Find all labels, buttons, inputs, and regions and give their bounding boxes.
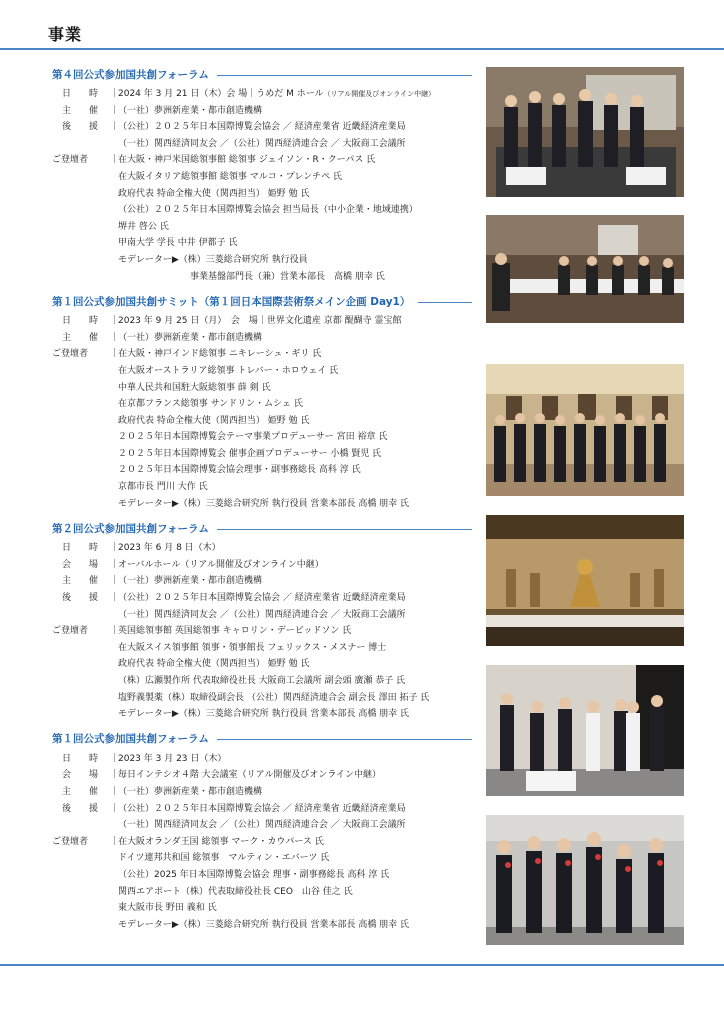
row-organizer: 主 催 ｜ （一社）夢洲新産業・都市創造機構	[52, 330, 472, 347]
speaker-line: 塩野義製薬（株）取締役副会長 （公社）関西経済連合会 副会長 澤田 拓子 氏	[118, 692, 430, 703]
row-support: 後 援 ｜ （公社）２０２５年日本国際博覧会協会 ／ 経済産業省 近畿経済産業局 （一社）関西経済同友会 ／（公社）関西経済連合会 ／ 大阪商工会議所	[52, 119, 472, 152]
section-header	[52, 293, 472, 309]
row-label: ご登壇者	[52, 349, 89, 360]
section-rule	[217, 75, 472, 76]
event-section	[52, 293, 472, 512]
row-organizer: 主 催 ｜ （一社）夢洲新産業・都市創造機構	[52, 784, 472, 801]
section-header	[52, 66, 472, 82]
row-line: （公社）２０２５年日本国際博覧会協会 ／ 経済産業省 近畿経済産業局	[118, 803, 406, 814]
row-speakers: ご登壇者 ｜ 英国総領事館 英国総領事 キャロリン・デービッドソン 氏 在大阪スイス領事館 領事・領事館長 フェリックス・メスナー 博士 政府代表 特命全権大使（関西担当） 姫野 勉 氏 （株）広瀬製作所 代表取締役社長 大阪商工会議所 副会頭 廣瀬 恭子 氏 塩野義製薬（株）取締役副会長 （公社）関西経済連合会 副会長 澤田 拓子 氏 モデレーター▶（株）三菱総合研究所 執行役員 営業本部長 高橋 朋幸 氏	[52, 623, 472, 723]
speaker-line: 東大阪市長 野田 義和 氏	[118, 903, 217, 914]
row-value: オーバルホール（リアル開催及びオンライン中継）	[118, 559, 324, 570]
section-rule	[217, 739, 472, 740]
section-rule	[418, 302, 472, 303]
row-label: 後 援	[62, 803, 99, 814]
row-label: 主 催	[62, 786, 99, 797]
row-value: 2023 年 9 月 25 日（月） 会 場｜世界文化遺産 京都 醍醐寺 霊宝館	[118, 316, 402, 327]
photo-summit-hall	[486, 515, 684, 646]
speaker-line: 甲南大学 学長 中井 伊都子 氏	[118, 238, 238, 249]
row-label: 後 援	[62, 593, 99, 604]
event-section	[52, 520, 472, 723]
speaker-line: 在大阪オーストラリア総領事 トレバー・ホロウェイ 氏	[118, 365, 339, 376]
photo-forum2-group	[486, 665, 684, 796]
photo-forum4-panel	[486, 215, 684, 323]
speaker-line: ドイツ連邦共和国 総領事 マルティン・エバーツ 氏	[118, 853, 330, 864]
speaker-line: 政府代表 特命全権大使（関西担当） 姫野 勉 氏	[118, 415, 310, 426]
row-line: （一社）関西経済同友会 ／（公社）関西経済連合会 ／ 大阪商工会議所	[118, 609, 406, 620]
row-label: 主 催	[62, 105, 99, 116]
section-title: 第１回公式参加国共創フォーラム	[52, 733, 209, 746]
row-datetime: 日 時 ｜ 2024 年 3 月 21 日（木）会 場｜うめだ M ホール（リアル開催及びオンライン中継）	[52, 86, 472, 103]
speaker-line: （公社）2025 年日本国際博覧会協会 理事・副事務総長 高科 淳 氏	[118, 869, 390, 880]
page-title: 事業	[48, 25, 83, 44]
event-section	[52, 66, 472, 285]
speaker-line: モデレーター▶（株）三菱総合研究所 執行役員 営業本部長 高橋 朋幸 氏	[118, 709, 410, 720]
row-value: 2023 年 3 月 23 日（木）	[118, 753, 227, 764]
speaker-line: 在京都フランス総領事 サンドリン・ムシェ 氏	[118, 399, 303, 410]
row-label: 日 時	[62, 543, 99, 554]
photo-forum1-group	[486, 815, 684, 945]
row-venue: 会 場 ｜ 毎日インテシオ４階 大会議室（リアル開催及びオンライン中継）	[52, 767, 472, 784]
speaker-line: モデレーター▶（株）三菱総合研究所 執行役員 営業本部長 高橋 朋幸 氏	[118, 919, 410, 930]
row-line: （一社）関西経済同友会 ／（公社）関西経済連合会 ／ 大阪商工会議所	[118, 138, 406, 149]
row-value: （一社）夢洲新産業・都市創造機構	[118, 786, 263, 797]
row-datetime: 日 時 ｜ 2023 年 3 月 23 日（木）	[52, 751, 472, 768]
speaker-line: 政府代表 特命全権大使（関西担当） 姫野 勉 氏	[118, 188, 310, 199]
row-label: 日 時	[62, 753, 99, 764]
row-label: 後 援	[62, 122, 99, 133]
row-value: （一社）夢洲新産業・都市創造機構	[118, 332, 263, 343]
speaker-line: 京都市長 門川 大作 氏	[118, 482, 208, 493]
section-header	[52, 731, 472, 747]
row-value: 2023 年 6 月 8 日（木）	[118, 543, 221, 554]
event-section	[52, 731, 472, 934]
title-rule	[0, 48, 724, 50]
section-title: 第２回公式参加国共創フォーラム	[52, 522, 209, 535]
speaker-line: 在大阪オランダ王国 総領事 マーク・カウパース 氏	[118, 836, 324, 847]
row-label: 主 催	[62, 332, 99, 343]
speaker-line: 事業基盤部門長（兼）営業本部長 高橋 朋幸 氏	[118, 271, 385, 282]
section-header	[52, 520, 472, 536]
speaker-line: 在大阪スイス領事館 領事・領事館長 フェリックス・メスナー 博士	[118, 642, 387, 653]
speaker-line: ２０２５年日本国際博覧会協会理事・副事務総長 高科 淳 氏	[118, 465, 361, 476]
speaker-line: （株）広瀬製作所 代表取締役社長 大阪商工会議所 副会頭 廣瀬 恭子 氏	[118, 676, 406, 686]
speaker-line: 英国総領事館 英国総領事 キャロリン・デービッドソン 氏	[118, 626, 352, 637]
speaker-line: ２０２５年日本国際博覧会テーマ事業プロデューサー 宮田 裕章 氏	[118, 432, 388, 443]
row-speakers: ご登壇者 ｜ 在大阪・神戸米国総領事館 総領事 ジェイソン・R・クーパス 氏 在大阪イタリア総領事館 総領事 マルコ・プレンチペ 氏 政府代表 特命全権大使（関西担当） 姫野 勉 氏 （公社）２０２５年日本国際博覧会協会 担当局長（中小企業・地域連携） 堺井 啓公 氏 甲南大学 学長 中井 伊都子 氏 モデレーター▶（株）三菱総合研究所 執行役員 事業基盤部門長（兼）営業本部長 高橋 朋幸 氏	[52, 152, 472, 285]
row-organizer: 主 催 ｜ （一社）夢洲新産業・都市創造機構	[52, 573, 472, 590]
row-value: 2024 年 3 月 21 日（木）会 場｜うめだ M ホール	[118, 89, 324, 99]
speaker-line: 中華人民共和国駐大阪総領事 薛 剣 氏	[118, 382, 271, 393]
photo-summit-group	[486, 364, 684, 496]
section-title: 第１回公式参加国共創サミット（第１回日本国際芸術祭メイン企画 Day1）	[52, 295, 411, 308]
photo-forum4-group	[486, 67, 684, 197]
row-speakers: ご登壇者 ｜ 在大阪・神戸インド総領事 ニキレーシュ・ギリ 氏 在大阪オーストラリア総領事 トレバー・ホロウェイ 氏 中華人民共和国駐大阪総領事 薛 剣 氏 在京都フランス総領事 サンドリン・ムシェ 氏 政府代表 特命全権大使（関西担当） 姫野 勉 氏 ２０２５年日本国際博覧会テーマ事業プロデューサー 宮田 裕章 氏 ２０２５年日本国際博覧会 催事企画プロデューサー 小橋 賢児 氏 ２０２５年日本国際博覧会協会理事・副事務総長 高科 淳 氏 京都市長 門川 大作 氏 モデレーター▶（株）三菱総合研究所 執行役員 営業本部長 高橋 朋幸 氏	[52, 346, 472, 512]
speaker-line: モデレーター▶（株）三菱総合研究所 執行役員	[118, 254, 308, 265]
row-label: ご登壇者	[52, 836, 89, 847]
row-value: 毎日インテシオ４階 大会議室（リアル開催及びオンライン中継）	[118, 770, 382, 781]
row-speakers: ご登壇者 ｜ 在大阪オランダ王国 総領事 マーク・カウパース 氏 ドイツ連邦共和国 総領事 マルティン・エバーツ 氏 （公社）2025 年日本国際博覧会協会 理事・副事務総長 高科 淳 氏 関西エアポート（株）代表取締役社長 CEO 山谷 佳之 氏 東大阪市長 野田 義和 氏 モデレーター▶（株）三菱総合研究所 執行役員 営業本部長 高橋 朋幸 氏	[52, 834, 472, 934]
row-label: 日 時	[62, 316, 99, 327]
row-value: （一社）夢洲新産業・都市創造機構	[118, 105, 263, 116]
speaker-line: ２０２５年日本国際博覧会 催事企画プロデューサー 小橋 賢児 氏	[118, 448, 382, 459]
speaker-line: 在大阪・神戸インド総領事 ニキレーシュ・ギリ 氏	[118, 349, 322, 360]
row-support: 後 援 ｜ （公社）２０２５年日本国際博覧会協会 ／ 経済産業省 近畿経済産業局 （一社）関西経済同友会 ／（公社）関西経済連合会 ／ 大阪商工会議所	[52, 590, 472, 623]
row-label: 主 催	[62, 576, 99, 587]
row-datetime: 日 時 ｜ 2023 年 6 月 8 日（木）	[52, 540, 472, 557]
row-label: 会 場	[62, 770, 99, 781]
row-datetime: 日 時 ｜ 2023 年 9 月 25 日（月） 会 場｜世界文化遺産 京都 醍醐寺 霊宝館	[52, 313, 472, 330]
speaker-line: 関西エアポート（株）代表取締役社長 CEO 山谷 佳之 氏	[118, 886, 353, 897]
footer-rule	[0, 964, 724, 966]
speaker-line: 堺井 啓公 氏	[118, 221, 169, 232]
row-support: 後 援 ｜ （公社）２０２５年日本国際博覧会協会 ／ 経済産業省 近畿経済産業局 （一社）関西経済同友会 ／（公社）関西経済連合会 ／ 大阪商工会議所	[52, 801, 472, 834]
speaker-line: 在大阪・神戸米国総領事館 総領事 ジェイソン・R・クーパス 氏	[118, 155, 376, 166]
row-value: （一社）夢洲新産業・都市創造機構	[118, 576, 263, 587]
row-line: （一社）関西経済同友会 ／（公社）関西経済連合会 ／ 大阪商工会議所	[118, 820, 406, 831]
row-label: ご登壇者	[52, 626, 89, 637]
row-organizer: 主 催 ｜ （一社）夢洲新産業・都市創造機構	[52, 103, 472, 120]
row-line: （公社）２０２５年日本国際博覧会協会 ／ 経済産業省 近畿経済産業局	[118, 122, 406, 133]
row-venue: 会 場 ｜ オーバルホール（リアル開催及びオンライン中継）	[52, 557, 472, 574]
event-list	[52, 66, 472, 941]
row-line: （公社）２０２５年日本国際博覧会協会 ／ 経済産業省 近畿経済産業局	[118, 593, 406, 604]
speaker-line: 政府代表 特命全権大使（関西担当） 姫野 勉 氏	[118, 659, 310, 670]
speaker-line: モデレーター▶（株）三菱総合研究所 執行役員 営業本部長 高橋 朋幸 氏	[118, 498, 410, 509]
section-title: 第４回公式参加国共創フォーラム	[52, 68, 209, 81]
row-label: 会 場	[62, 559, 99, 570]
row-label: 日 時	[62, 89, 99, 99]
section-rule	[217, 529, 472, 530]
speaker-line: 在大阪イタリア総領事館 総領事 マルコ・プレンチペ 氏	[118, 171, 342, 182]
speaker-line: （公社）２０２５年日本国際博覧会協会 担当局長（中小企業・地域連携）	[118, 205, 418, 216]
row-note: （リアル開催及びオンライン中継）	[323, 90, 436, 98]
row-label: ご登壇者	[52, 155, 89, 166]
